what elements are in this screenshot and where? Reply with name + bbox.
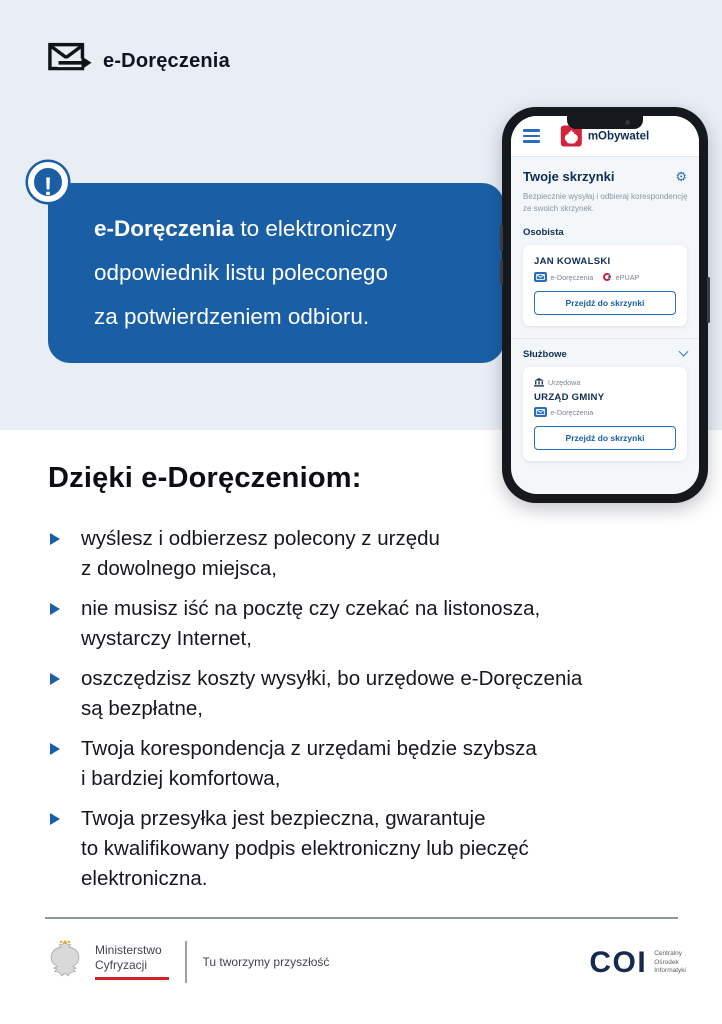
footer-tagline: Tu tworzymy przyszłość [202, 954, 330, 969]
service-badge-edoreczenia [534, 407, 593, 417]
epuap-logo-icon [602, 272, 612, 282]
section-divider [511, 338, 699, 339]
ministry-line2: Cyfryzacji [95, 957, 148, 972]
ministry-line1: Ministerstwo [95, 943, 162, 958]
ministry-name [95, 943, 169, 980]
list-item [48, 594, 678, 654]
mailbox-type [534, 378, 676, 387]
mailbox-type-label: Urzędowa [548, 378, 581, 387]
list-item [48, 734, 678, 794]
list-item [48, 524, 678, 584]
phone-mockup [502, 107, 708, 503]
camera-dot [625, 120, 630, 125]
list-item-line: wyślesz i odbierzesz polecony z urzędu [81, 527, 440, 550]
brand-title: e-Doręczenia [103, 49, 230, 72]
coi-name-line: Ośrodek [654, 958, 679, 966]
polish-eagle-icon [47, 938, 83, 985]
go-to-mailbox-button[interactable]: Przejdź do skrzynki [534, 291, 676, 315]
list-item-line: Twoja korespondencja z urzędami będzie szybsza [81, 737, 537, 760]
mailbox-card-personal [523, 245, 687, 326]
app-title: mObywatel [587, 130, 650, 142]
benefits-heading: Dzięki e-Doręczeniom: [48, 462, 362, 494]
envelope-chip-icon [534, 272, 547, 282]
section-label-business: Służbowe [523, 349, 567, 360]
service-badge-epuap [602, 272, 639, 282]
coi-logo: COI [589, 946, 648, 979]
info-box-text [94, 207, 397, 339]
phone-power-button [707, 277, 710, 323]
screen-title: Twoje skrzynki [523, 169, 615, 184]
info-box-line1: to elektroniczny [234, 216, 397, 241]
institution-icon [534, 378, 544, 387]
list-item-line: są bezpłatne, [81, 697, 203, 720]
envelope-chip-icon [534, 407, 547, 417]
hamburger-menu-icon[interactable] [523, 129, 540, 143]
chevron-down-icon[interactable] [679, 347, 689, 357]
list-item-line: z dowolnego miejsca, [81, 557, 277, 580]
info-box-bold: e-Doręczenia [94, 216, 235, 241]
info-box-line3: za potwierdzeniem odbioru. [94, 304, 370, 329]
brand-header [48, 42, 230, 80]
mailbox-owner-name: URZĄD GMINY [534, 392, 605, 403]
list-item-line: oszczędzisz koszty wysyłki, bo urzędowe e-Doręczenia [81, 667, 583, 690]
coi-name-line: Informatyki [654, 967, 686, 975]
list-item-line: Twoja przesyłka jest bezpieczna, gwarantuje [81, 807, 486, 830]
list-item [48, 664, 678, 724]
list-item-line: elektroniczna. [81, 867, 208, 890]
gear-icon[interactable]: ⚙ [675, 169, 687, 184]
screen-subtitle: Bezpiecznie wysyłaj i odbieraj korespondencję ze swoich skrzynek. [523, 192, 688, 213]
service-badge-edoreczenia [534, 272, 593, 282]
exclamation-icon: ! [28, 162, 68, 202]
list-item [48, 804, 678, 894]
list-item-line: nie musisz iść na pocztę czy czekać na listonosza, [81, 597, 541, 620]
service-label: e-Doręczenia [550, 272, 594, 282]
ministry-logo-block [47, 938, 329, 985]
phone-notch [567, 116, 643, 129]
app-body [511, 157, 699, 461]
footer-divider [45, 917, 678, 919]
benefits-list [48, 524, 678, 904]
coi-name-line: Centralny [654, 950, 683, 958]
section-label-personal: Osobista [523, 227, 564, 238]
mailbox-card-business [523, 367, 687, 461]
list-item-line: wystarczy Internet, [81, 627, 252, 650]
service-label: e-Doręczenia [550, 407, 594, 417]
go-to-mailbox-button[interactable]: Przejdź do skrzynki [534, 426, 676, 450]
footer-vertical-divider [185, 941, 187, 983]
phone-screen [511, 116, 699, 494]
phone-volume-down-button [500, 259, 503, 285]
coi-full-name [654, 950, 686, 976]
mailbox-owner-name: JAN KOWALSKI [534, 256, 611, 267]
list-item-line: to kwalifikowany podpis elektroniczny lub pieczęć [81, 837, 529, 860]
envelope-arrow-icon [48, 42, 92, 80]
phone-volume-up-button [500, 225, 503, 251]
info-box [43, 173, 504, 363]
ministry-red-underline [95, 977, 169, 980]
coi-logo-block [589, 946, 686, 980]
info-box-line2: odpowiednik listu poleconego [94, 260, 388, 285]
service-label: ePUAP [615, 272, 640, 282]
list-item-line: i bardziej komfortowa, [81, 767, 281, 790]
